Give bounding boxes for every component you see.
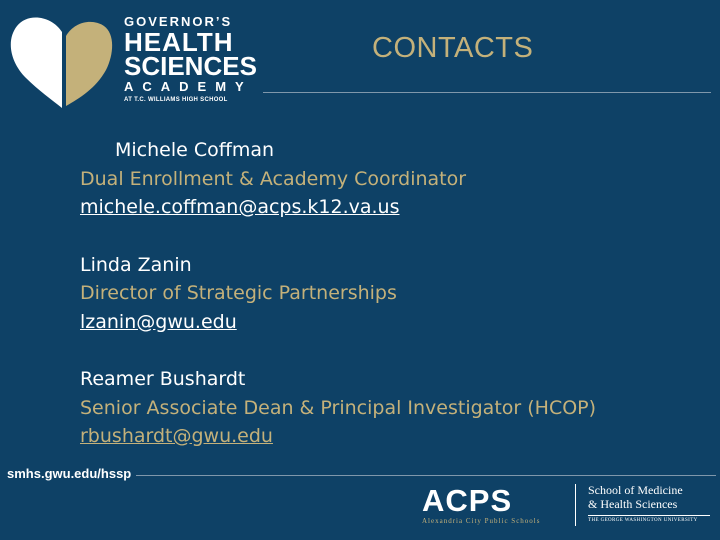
logo-line-governors: GOVERNOR’S [124,14,233,29]
contact-email-link[interactable]: michele.coffman@acps.k12.va.us [80,196,400,218]
logo-line-academy: ACADEMY [124,79,253,94]
logo-line-school: AT T.C. WILLIAMS HIGH SCHOOL [124,97,228,103]
header-divider [263,92,711,93]
contact-name: Reamer Bushardt [80,368,246,390]
contact-role: Director of Strategic Partnerships [80,282,397,304]
logo-wordmark [124,14,264,105]
gwu-logo-line1: School of Medicine [588,483,683,497]
gwu-logo-line3: THE GEORGE WASHINGTON UNIVERSITY [588,518,698,523]
acps-logo [418,484,553,528]
contact-card [80,365,700,451]
gwu-logo-line2: & Health Sciences [588,497,678,511]
page-title: CONTACTS [372,32,534,64]
contact-role: Dual Enrollment & Academy Coordinator [80,167,467,190]
logo-divider [575,484,576,526]
gwu-logo-rule [588,515,710,516]
contact-card [80,251,700,337]
contact-list [80,136,700,480]
contact-email-link[interactable]: lzanin@gwu.edu [80,310,237,333]
academy-logo [8,10,258,110]
footer-divider [136,475,716,476]
contact-card [80,136,700,222]
heart-logo-icon [8,10,118,110]
gwu-logo [588,483,710,523]
acps-logo-subtitle: Alexandria City Public Schools [422,517,541,525]
contact-name: Michele Coffman [115,139,275,161]
logo-line-health: HEALTH [124,27,234,57]
contact-email-link[interactable]: rbushardt@gwu.edu [80,425,273,447]
contact-role: Senior Associate Dean & Principal Investigator (HCOP) [80,396,597,419]
logo-line-sciences: SCIENCES [124,51,257,81]
acps-logo-letters: ACPS [422,483,513,518]
contact-name: Linda Zanin [80,253,192,276]
footer-url[interactable]: smhs.gwu.edu/hssp [7,466,132,481]
